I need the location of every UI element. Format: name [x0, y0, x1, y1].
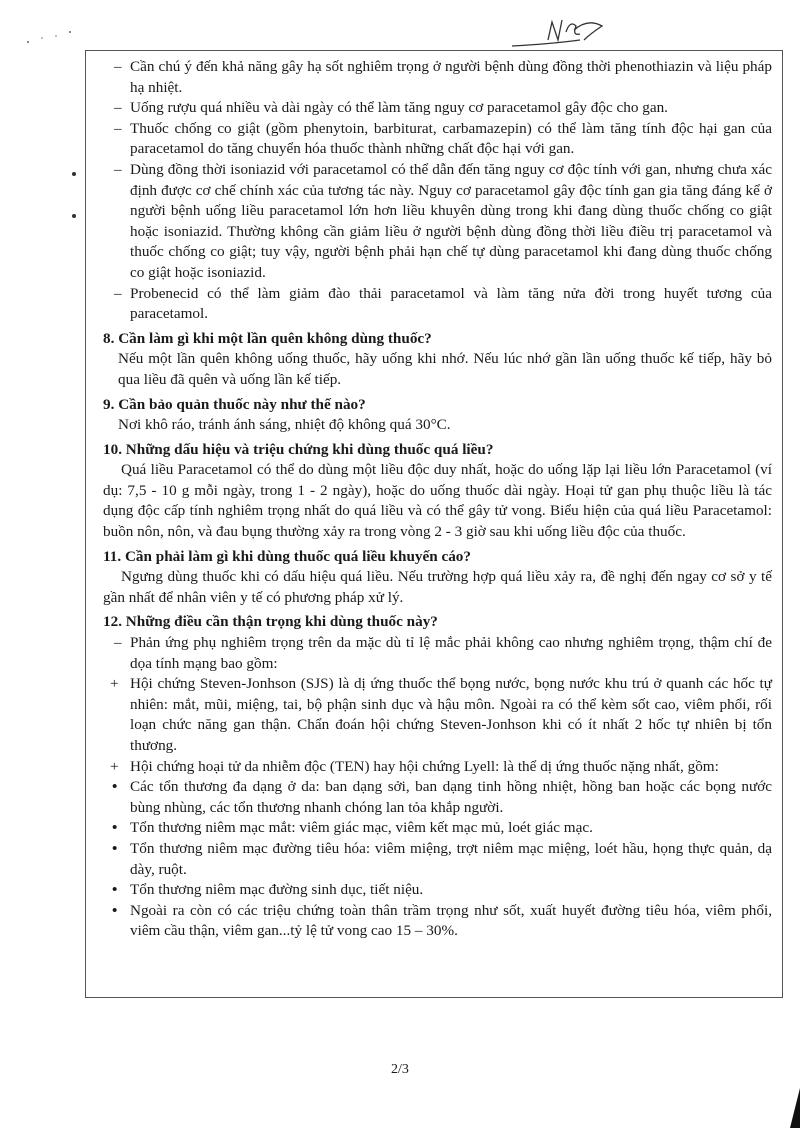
- list-item: + Hội chứng hoại tử da nhiễm độc (TEN) hay hội chứng Lyell: là thể dị ứng thuốc nặng nhất, gồm:: [110, 757, 719, 775]
- document-body: [100, 57, 772, 942]
- list-item: • Tổn thương niêm mạc đường tiêu hóa: viêm miệng, trợt niêm mạc miệng, loét hầu, họng thực quản, dạ dày, ruột.: [112, 839, 772, 878]
- list-item: • Tổn thương niêm mạc mắt: viêm giác mạc, viêm kết mạc mủ, loét giác mạc.: [112, 819, 593, 837]
- list-item: + Hội chứng Steven-Jonhson (SJS) là dị ứng thuốc thể bọng nước, bọng nước khu trú ở quanh các hốc tự nhiên: mắt, mũi, miệng, tai, bộ phận sinh dục và hậu môn. Ngoài ra có thể kèm sốt cao, viêm phổi, rối loạn chức năng gan thận. Chẩn đoán hội chứng Steven-Jonhson khi có ít nhất 2 hốc tự nhiên bị tổn thương.: [110, 675, 772, 754]
- scan-specks: [22, 28, 82, 48]
- list-item: – Phản ứng phụ nghiêm trọng trên da mặc dù tỉ lệ mắc phải không cao nhưng nghiêm trọng, thậm chí đe dọa tính mạng bao gồm:: [114, 634, 772, 672]
- margin-dot: [72, 172, 76, 176]
- list-item: – Thuốc chống co giật (gồm phenytoin, barbiturat, carbamazepin) có thể làm tăng tính độc hại gan của paracetamol do tăng chuyển hóa thuốc thành những chất độc hại với gan.: [114, 119, 772, 158]
- section-heading-12: 12. Những điều cần thận trọng khi dùng thuốc này?: [103, 613, 438, 631]
- section-heading-10: 10. Những dấu hiệu và triệu chứng khi dùng thuốc quá liều?: [103, 440, 494, 458]
- section-body-10: Quá liều Paracetamol có thể do dùng một liều độc duy nhất, hoặc do uống lặp lại liều lớn Paracetamol (ví dụ: 7,5 - 10 g mỗi ngày, trong 1 - 2 ngày), hoặc do uống thuốc dài ngày. Hoại tử gan phụ thuộc liều là tác dụng độc cấp tính nghiêm trọng nhất do quá liều và có thể gây tử vong. Biểu hiện của quá liều Paracetamol: buồn nôn, nôn, và đau bụng thường xảy ra trong vòng 2 - 3 giờ sau khi uống liều độc của thuốc.: [103, 461, 772, 541]
- section-body-11: Ngưng dùng thuốc khi có dấu hiệu quá liều. Nếu trường hợp quá liều xảy ra, đề nghị đến ngay cơ sở y tế gần nhất để nhân viên y tế có phương pháp xử lý.: [103, 568, 772, 606]
- section-heading-9: 9. Cần bảo quản thuốc này như thế nào?: [103, 395, 366, 413]
- list-item: • Các tổn thương đa dạng ở da: ban dạng sởi, ban dạng tinh hồng nhiệt, hồng ban hoặc các bọng nước bùng nhùng, các tổn thương nhanh chóng lan tỏa khắp người.: [112, 778, 772, 816]
- list-item: – Uống rượu quá nhiều và dài ngày có thể làm tăng nguy cơ paracetamol gây độc cho gan.: [114, 99, 668, 117]
- list-item: – Dùng đồng thời isoniazid với paracetamol có thể dẫn đến tăng nguy cơ độc tính với gan, nhưng chưa xác định được cơ chế chính xác của tương tác này. Nguy cơ paracetamol gây độc tính gan gia tăng đáng kể ở người bệnh uống liều paracetamol lớn hơn liều khuyên dùng trong khi đang dùng thuốc chống co giật hoặc isoniazid. Thường không cần giảm liều ở người bệnh dùng đồng thời liều điều trị paracetamol và thuốc chống co giật; tuy vậy, người bệnh phải hạn chế tự dùng paracetamol khi đang dùng thuốc chống co giật hoặc isoniazid.: [114, 160, 772, 281]
- section-body-8: Nếu một lần quên không uống thuốc, hãy uống khi nhớ. Nếu lúc nhớ gần lần uống thuốc kế tiếp, hãy bỏ qua liều đã quên và uống lần kế tiếp.: [118, 350, 772, 388]
- corner-mark: [786, 1088, 800, 1128]
- list-item: – Probenecid có thể làm giảm đào thải paracetamol và làm tăng nửa đời trong huyết tương của paracetamol.: [114, 284, 772, 323]
- section-heading-11: 11. Cần phải làm gì khi dùng thuốc quá liều khuyến cáo?: [103, 547, 471, 565]
- section-heading-8: 8. Cần làm gì khi một lần quên không dùng thuốc?: [103, 329, 432, 347]
- list-item: • Ngoài ra còn có các triệu chứng toàn thân trầm trọng như sốt, xuất huyết đường tiêu hóa, viêm phổi, viêm cầu thận, viêm gan...tỷ lệ tử vong cao 15 – 30%.: [112, 901, 772, 940]
- list-item: • Tổn thương niêm mạc đường sinh dục, tiết niệu.: [112, 881, 424, 899]
- section-body-9: Nơi khô ráo, tránh ánh sáng, nhiệt độ không quá 30°C.: [118, 416, 451, 434]
- signature-scribble: [510, 10, 610, 50]
- list-item: – Cần chú ý đến khả năng gây hạ sốt nghiêm trọng ở người bệnh dùng đồng thời phenothiazin và liệu pháp hạ nhiệt.: [114, 58, 772, 96]
- margin-dot: [72, 214, 76, 218]
- page-number: 2/3: [391, 1062, 409, 1077]
